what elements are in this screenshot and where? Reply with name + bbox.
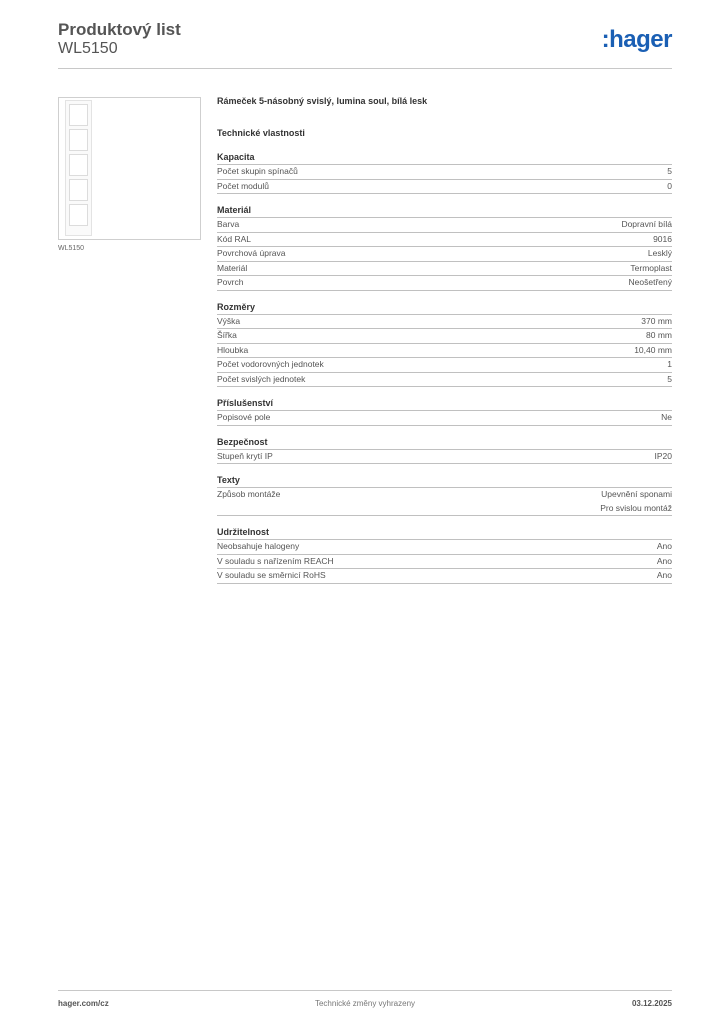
spec-label: Šířka — [217, 330, 237, 340]
spec-value: Lesklý — [647, 248, 672, 258]
spec-value: Ano — [656, 570, 672, 580]
spec-value-line: Upevnění sponami — [601, 489, 672, 499]
spec-value: Ano — [656, 541, 672, 551]
spec-row — [217, 218, 672, 233]
spec-section — [217, 526, 672, 584]
spec-row — [217, 373, 672, 388]
spec-value: 5 — [667, 166, 672, 176]
section-title: Příslušenství — [217, 397, 672, 411]
disclaimer: Technické změny vyhrazeny — [314, 999, 416, 1008]
technical-properties-heading: Technické vlastnosti — [217, 128, 305, 138]
spec-value — [600, 488, 672, 515]
spec-value: Ano — [656, 555, 672, 566]
spec-section — [217, 397, 672, 426]
section-title: Bezpečnost — [217, 436, 672, 450]
spec-value: Ne — [661, 412, 672, 422]
frame-slot — [69, 104, 88, 126]
spec-row — [217, 315, 672, 330]
section-title: Rozměry — [217, 301, 672, 315]
spec-row — [217, 344, 672, 359]
spec-label: Stupeň krytí IP — [217, 450, 273, 461]
image-caption: WL5150 — [58, 245, 85, 252]
specifications — [217, 96, 672, 594]
spec-row — [217, 329, 672, 344]
document-date: 03.12.2025 — [631, 999, 672, 1008]
spec-row — [217, 180, 672, 195]
spec-value: 5 — [667, 373, 672, 384]
spec-row — [217, 358, 672, 373]
spec-label: Počet svislých jednotek — [217, 373, 306, 384]
spec-label: Způsob montáže — [217, 489, 281, 499]
frame-slot — [69, 154, 88, 176]
document-title: Produktový list — [58, 20, 181, 39]
spec-label: Neobsahuje halogeny — [217, 541, 300, 551]
spec-section — [217, 151, 672, 194]
spec-value: 9016 — [653, 233, 672, 244]
spec-value: IP20 — [654, 450, 672, 461]
spec-row — [217, 540, 672, 555]
spec-label: Počet skupin spínačů — [217, 166, 298, 176]
spec-value: 370 mm — [641, 315, 672, 326]
spec-value: 80 mm — [646, 330, 672, 340]
spec-label: Počet modulů — [217, 180, 269, 191]
spec-value: Neošetřený — [628, 277, 672, 287]
section-title: Kapacita — [217, 151, 672, 165]
frame-illustration — [65, 100, 92, 236]
frame-slot — [69, 179, 88, 201]
spec-section — [217, 301, 672, 388]
spec-label: Povrch — [217, 277, 244, 287]
spec-value: 10,40 mm — [634, 344, 672, 355]
page-footer — [58, 990, 672, 1011]
spec-label: Barva — [217, 219, 240, 229]
spec-row — [217, 247, 672, 262]
spec-value: Dopravní bílá — [621, 219, 672, 229]
spec-label: Výška — [217, 315, 241, 326]
hager-logo: :hager — [601, 26, 672, 53]
spec-label: Hloubka — [217, 344, 249, 355]
spec-value: Termoplast — [630, 262, 672, 273]
spec-value: 1 — [667, 359, 672, 369]
spec-label: Materiál — [217, 262, 248, 273]
page-header — [58, 20, 672, 69]
spec-row — [217, 450, 672, 465]
product-image — [58, 97, 201, 240]
section-title: Materiál — [217, 204, 672, 218]
frame-slot — [69, 204, 88, 226]
spec-section — [217, 474, 672, 516]
spec-sections — [217, 151, 672, 584]
spec-label: V souladu se směrnicí RoHS — [217, 570, 326, 580]
spec-label: Povrchová úprava — [217, 248, 286, 258]
spec-row — [217, 569, 672, 584]
spec-section — [217, 204, 672, 291]
product-code: WL5150 — [58, 40, 118, 57]
spec-label: V souladu s nařízením REACH — [217, 555, 334, 566]
spec-row — [217, 165, 672, 180]
section-title: Udržitelnost — [217, 526, 672, 540]
spec-label: Popisové pole — [217, 412, 271, 422]
frame-slot — [69, 129, 88, 151]
spec-row — [217, 262, 672, 277]
product-name: Rámeček 5-násobný svislý, lumina soul, bílá lesk — [217, 96, 428, 106]
spec-section — [217, 436, 672, 465]
spec-row — [217, 555, 672, 570]
spec-value-line: Pro svislou montáž — [600, 502, 672, 513]
website-link[interactable]: hager.com/cz — [58, 999, 109, 1008]
section-title: Texty — [217, 474, 672, 488]
spec-row — [217, 233, 672, 248]
spec-label: Počet vodorovných jednotek — [217, 359, 324, 369]
spec-row — [217, 276, 672, 291]
spec-label: Kód RAL — [217, 233, 252, 244]
spec-value: 0 — [667, 180, 672, 191]
spec-row — [217, 488, 672, 516]
spec-row — [217, 411, 672, 426]
